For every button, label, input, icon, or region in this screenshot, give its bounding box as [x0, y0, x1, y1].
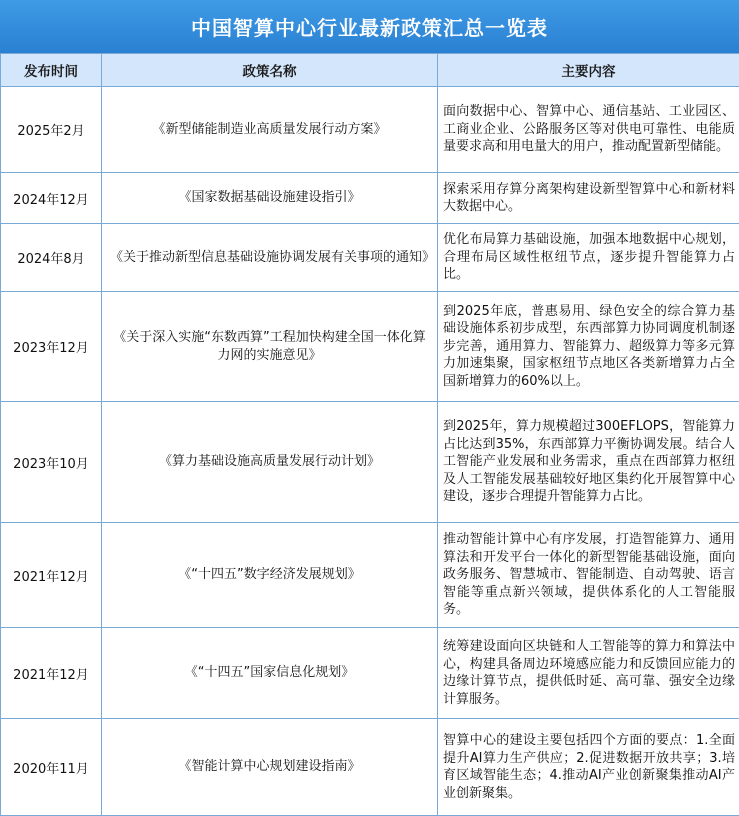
table-row	[1, 719, 739, 816]
table-row	[1, 628, 739, 719]
row-content: 统筹建设面向区块链和人工智能等的算力和算法中心，构建具备周边环境感应能力和反馈回应能力的边缘计算节点，提供低时延、高可靠、强安全边缘计算服务。	[438, 628, 739, 719]
table-row	[1, 173, 739, 224]
table-title: 中国智算中心行业最新政策汇总一览表	[0, 0, 739, 53]
table-row	[1, 402, 739, 523]
row-date: 2021年12月	[1, 628, 102, 719]
row-date: 2025年2月	[1, 87, 102, 173]
header-date: 发布时间	[1, 54, 102, 87]
row-policy-name: 《算力基础设施高质量发展行动计划》	[102, 402, 438, 523]
table-row	[1, 87, 739, 173]
row-policy-name: 《“十四五”数字经济发展规划》	[102, 523, 438, 628]
row-date: 2023年10月	[1, 402, 102, 523]
row-date: 2020年11月	[1, 719, 102, 816]
row-content: 推动智能计算中心有序发展，打造智能算力、通用算法和开发平台一体化的新型智能基础设施，面向政务服务、智慧城市、智能制造、自动驾驶、语言智能等重点新兴领域，提供体系化的人工智能服务。	[438, 523, 739, 628]
row-date: 2024年8月	[1, 224, 102, 292]
policy-table	[0, 53, 739, 816]
table-row	[1, 523, 739, 628]
row-content: 智算中心的建设主要包括四个方面的要点：1.全面提升AI算力生产供应；2.促进数据开放共享；3.培育区域智能生态；4.推动AI产业创新聚集推动AI产业创新聚集。	[438, 719, 739, 816]
header-policy-name: 政策名称	[102, 54, 438, 87]
row-content: 探索采用存算分离架构建设新型智算中心和新材料大数据中心。	[438, 173, 739, 224]
header-main-content: 主要内容	[438, 54, 739, 87]
row-content: 到2025年，算力规模超过300EFLOPS，智能算力占比达到35%，东西部算力平衡协调发展。结合人工智能产业发展和业务需求，重点在西部算力枢纽及人工智能发展基础较好地区集约化开展智算中心建设，逐步合理提升智能算力占比。	[438, 402, 739, 523]
row-policy-name: 《国家数据基础设施建设指引》	[102, 173, 438, 224]
row-content: 优化布局算力基础设施，加强本地数据中心规划，合理布局区域性枢纽节点，逐步提升智能算力占比。	[438, 224, 739, 292]
table-row	[1, 292, 739, 402]
header-row	[1, 54, 739, 87]
row-policy-name: 《新型储能制造业高质量发展行动方案》	[102, 87, 438, 173]
row-policy-name: 《“十四五”国家信息化规划》	[102, 628, 438, 719]
row-policy-name: 《智能计算中心规划建设指南》	[102, 719, 438, 816]
table-row	[1, 224, 739, 292]
row-date: 2024年12月	[1, 173, 102, 224]
row-content: 面向数据中心、智算中心、通信基站、工业园区、工商业企业、公路服务区等对供电可靠性、电能质量要求高和用电量大的用户，推动配置新型储能。	[438, 87, 739, 173]
row-content: 到2025年底，普惠易用、绿色安全的综合算力基础设施体系初步成型，东西部算力协同调度机制逐步完善，通用算力、智能算力、超级算力等多元算力加速集聚，国家枢纽节点地区各类新增算力占全国新增算力的60%以上。	[438, 292, 739, 402]
row-policy-name: 《关于深入实施“东数西算”工程加快构建全国一体化算力网的实施意见》	[102, 292, 438, 402]
row-date: 2021年12月	[1, 523, 102, 628]
row-date: 2023年12月	[1, 292, 102, 402]
row-policy-name: 《关于推动新型信息基础设施协调发展有关事项的通知》	[102, 224, 438, 292]
